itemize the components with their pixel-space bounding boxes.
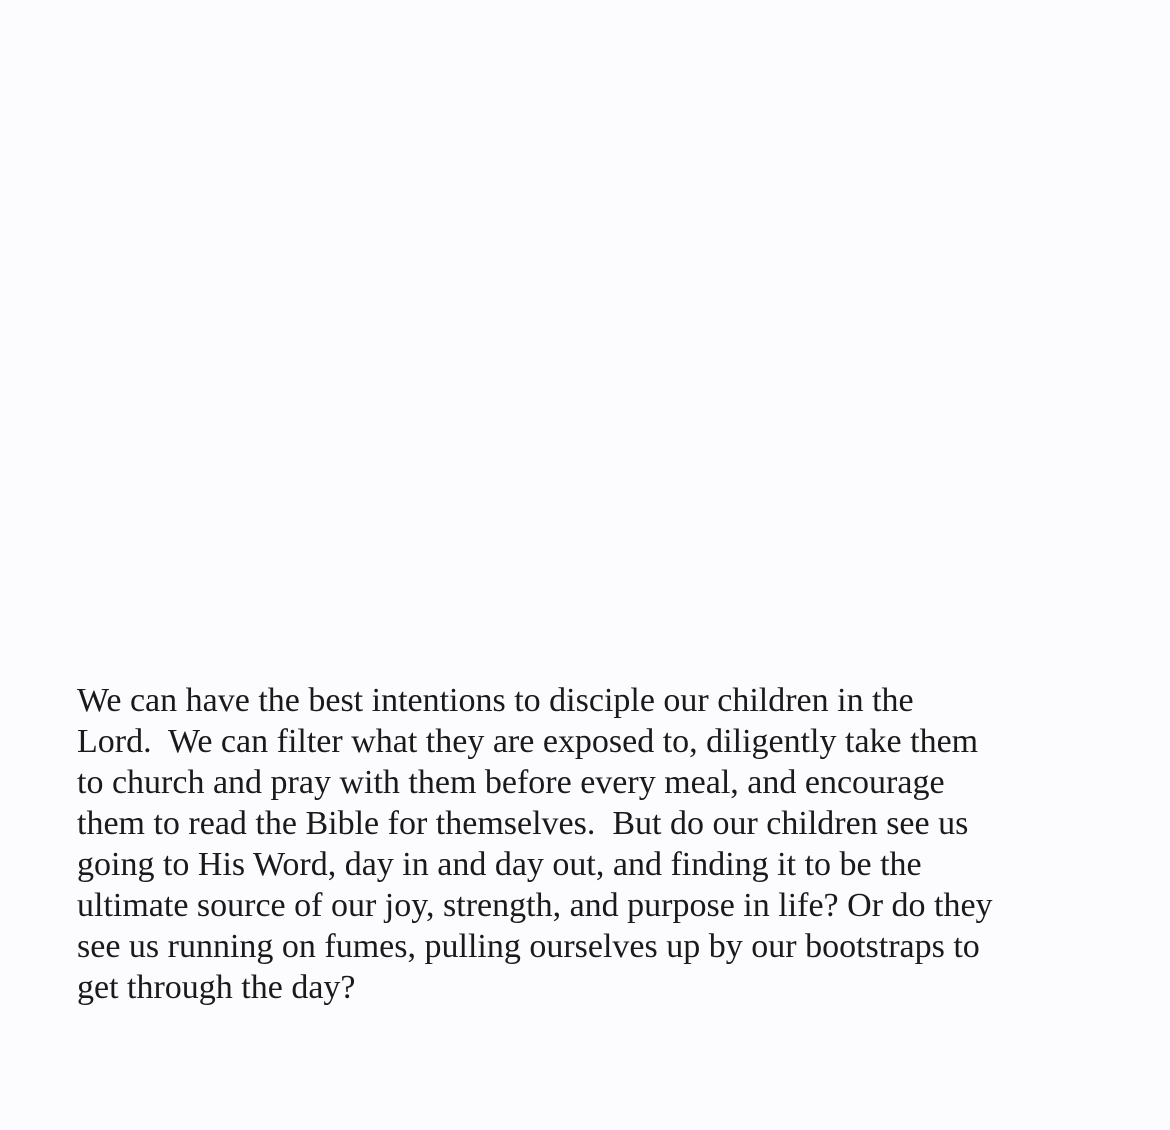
paragraph-line-1: We can have the best intentions to disciple our children in the [77, 682, 914, 719]
paragraph-line-6: ultimate source of our joy, strength, and purpose in life? Or do they [77, 887, 993, 924]
paragraph-line-2: Lord. We can filter what they are exposed to, diligently take them [77, 723, 979, 760]
paragraph-line-8: get through the day? [77, 969, 356, 1006]
paragraph-line-3: to church and pray with them before every meal, and encourage [77, 764, 945, 801]
paragraph-line-4: them to read the Bible for themselves. But do our children see us [77, 805, 969, 842]
paragraph-line-7: see us running on fumes, pulling ourselves up by our bootstraps to [77, 928, 980, 965]
paragraph-line-5: going to His Word, day in and day out, and finding it to be the [77, 846, 922, 883]
body-paragraph [77, 680, 1137, 1008]
